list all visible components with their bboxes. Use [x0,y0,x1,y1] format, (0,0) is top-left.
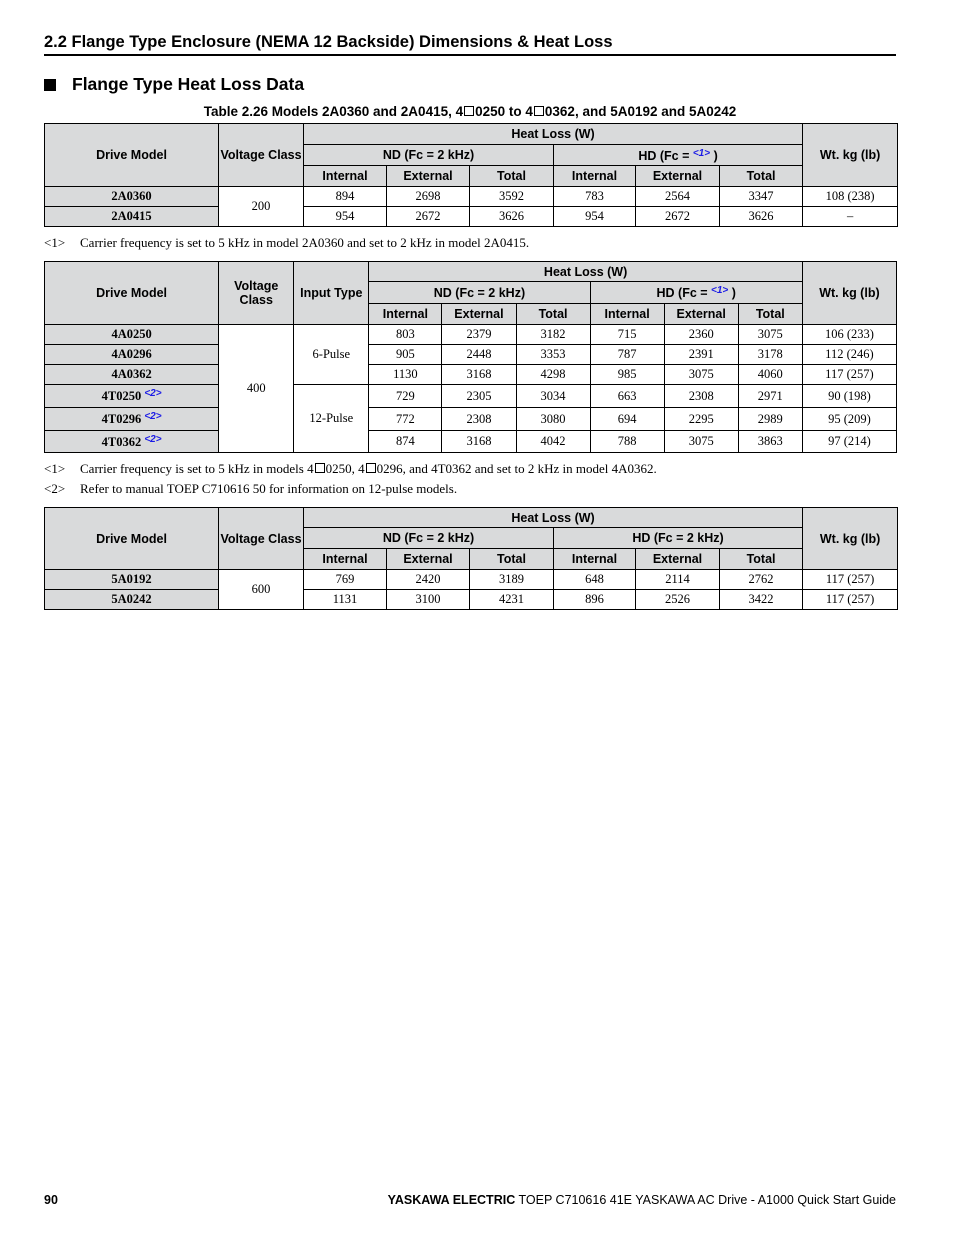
hd-total-cell: 4060 [738,365,802,385]
table-row [45,570,898,590]
weight-cell: 95 (209) [802,408,896,431]
caption-part: Table 2.26 Models 2A0360 and 2A0415, 4 [203,104,464,119]
nd-internal-cell: 769 [304,570,387,590]
weight-cell: 117 (257) [803,590,898,610]
box-placeholder-icon [366,463,376,473]
drive-model-cell: 4A0296 [45,345,219,365]
hd-total-cell: 3075 [738,325,802,345]
header-nd: ND (Fc = 2 kHz) [304,145,554,166]
nd-total-cell: 4298 [516,365,590,385]
nd-total-cell: 3189 [470,570,554,590]
header-internal: Internal [554,549,636,570]
header-internal: Internal [304,549,387,570]
header-total: Total [720,549,803,570]
nd-external-cell: 2305 [442,385,516,408]
footnote-text: Carrier frequency is set to 5 kHz in model 2A0360 and set to 2 kHz in model 2A0415. [80,235,530,250]
weight-cell: 117 (257) [803,570,898,590]
page-footer [44,1193,896,1207]
header-drive-model: Drive Model [45,124,219,187]
footer-doc-title: TOEP C710616 41E YASKAWA AC Drive - A1000 Quick Start Guide [515,1193,896,1207]
hd-total-cell: 3863 [738,431,802,453]
weight-cell: 90 (198) [802,385,896,408]
nd-internal-cell: 803 [369,325,442,345]
hd-external-cell: 2564 [636,187,720,207]
footnote-text: Refer to manual TOEP C710616 50 for information on 12-pulse models. [80,481,458,496]
header-nd: ND (Fc = 2 kHz) [369,282,590,304]
hd-external-cell: 2295 [664,408,738,431]
table-row [45,590,898,610]
caption-part: 0250 to 4 [475,104,533,119]
header-weight: Wt. kg (lb) [803,124,898,187]
header-heat-loss: Heat Loss (W) [369,262,803,282]
drive-model-cell [45,385,219,408]
drive-model-cell [45,431,219,453]
box-placeholder-icon [534,106,544,116]
weight-cell: – [803,207,898,227]
header-hd-label: HD (Fc = [638,148,693,163]
nd-external-cell: 2672 [387,207,470,227]
voltage-cell: 200 [219,187,304,227]
header-total: Total [720,166,803,187]
header-hd [554,145,803,166]
hd-internal-cell: 663 [590,385,664,408]
header-weight: Wt. kg (lb) [803,508,898,570]
hd-external-cell: 3075 [664,431,738,453]
footnote-tag: <1> [44,461,66,476]
drive-model-cell [45,408,219,431]
footer-doc-info [388,1193,896,1207]
hd-total-cell: 3422 [720,590,803,610]
table-row [45,385,897,408]
nd-internal-cell: 905 [369,345,442,365]
nd-external-cell: 2448 [442,345,516,365]
nd-total-cell: 3182 [516,325,590,345]
input-type-cell: 12-Pulse [294,385,369,453]
heat-loss-table-200v [44,123,898,227]
input-type-cell: 6-Pulse [294,325,369,385]
footnote-ref-link[interactable]: <2> [144,388,162,399]
header-voltage-class: Voltage Class [219,262,294,325]
nd-external-cell: 2308 [442,408,516,431]
box-placeholder-icon [315,463,325,473]
hd-internal-cell: 648 [554,570,636,590]
box-placeholder-icon [464,106,474,116]
table-row [45,345,897,365]
drive-model-cell: 2A0360 [45,187,219,207]
header-total: Total [738,304,802,325]
header-heat-loss: Heat Loss (W) [304,124,803,145]
hd-internal-cell: 783 [554,187,636,207]
hd-external-cell: 2672 [636,207,720,227]
nd-internal-cell: 729 [369,385,442,408]
drive-model-text: 4T0362 [101,434,142,449]
hd-external-cell: 2308 [664,385,738,408]
hd-internal-cell: 787 [590,345,664,365]
hd-internal-cell: 985 [590,365,664,385]
subsection-title-text: Flange Type Heat Loss Data [72,74,305,94]
header-external: External [664,304,738,325]
nd-total-cell: 3353 [516,345,590,365]
header-hd [590,282,802,304]
nd-external-cell: 2698 [387,187,470,207]
voltage-cell: 400 [219,325,294,453]
nd-total-cell: 3034 [516,385,590,408]
table-row [45,325,897,345]
header-input-type: Input Type [294,262,369,325]
footnote-1 [44,235,529,251]
drive-model-cell: 2A0415 [45,207,219,227]
footnote-text: 0296, and 4T0362 and set to 2 kHz in model 4A0362. [376,461,657,476]
header-total: Total [516,304,590,325]
nd-internal-cell: 1130 [369,365,442,385]
nd-external-cell: 2379 [442,325,516,345]
footnote-2 [44,481,457,497]
heat-loss-table-600v [44,507,898,610]
drive-model-cell: 4A0250 [45,325,219,345]
nd-total-cell: 3626 [470,207,554,227]
weight-cell: 108 (238) [803,187,898,207]
drive-model-text: 4T0296 [101,412,142,426]
hd-external-cell: 3075 [664,365,738,385]
header-internal: Internal [590,304,664,325]
hd-external-cell: 2391 [664,345,738,365]
nd-internal-cell: 954 [304,207,387,227]
hd-internal-cell: 694 [590,408,664,431]
nd-external-cell: 2420 [387,570,470,590]
footnote-ref-link[interactable]: <1> [711,285,729,296]
nd-total-cell: 3080 [516,408,590,431]
drive-model-text: 4T0250 [101,389,142,403]
footnote-1 [44,461,657,477]
hd-total-cell: 2989 [738,408,802,431]
hd-total-cell: 3178 [738,345,802,365]
nd-external-cell: 3168 [442,365,516,385]
footnote-ref-link[interactable]: <1> [692,147,711,159]
table-caption [44,104,896,119]
footer-brand: YASKAWA ELECTRIC [387,1193,516,1207]
hd-total-cell: 2762 [720,570,803,590]
footnote-ref-link[interactable]: <2> [144,411,162,422]
footnote-text: Carrier frequency is set to 5 kHz in models 4 [80,461,314,476]
header-weight: Wt. kg (lb) [802,262,896,325]
footnote-ref-link[interactable]: <2> [144,433,162,445]
heat-loss-table-400v [44,261,897,453]
square-bullet-icon [44,79,56,91]
weight-cell: 117 (257) [802,365,896,385]
nd-internal-cell: 772 [369,408,442,431]
voltage-cell: 600 [219,570,304,610]
page-number: 90 [44,1193,58,1207]
header-total: Total [470,549,554,570]
header-voltage-class: Voltage Class [219,508,304,570]
header-heat-loss: Heat Loss (W) [304,508,803,528]
footnote-text: 0250, 4 [325,461,365,476]
nd-internal-cell: 874 [369,431,442,453]
header-hd-label: HD (Fc = [656,286,712,300]
footnote-tag: <1> [44,235,66,250]
hd-internal-cell: 954 [554,207,636,227]
table-row [45,207,898,227]
hd-internal-cell: 715 [590,325,664,345]
hd-total-cell: 3626 [720,207,803,227]
footnote-tag: <2> [44,481,66,496]
nd-total-cell: 3592 [470,187,554,207]
nd-total-cell: 4231 [470,590,554,610]
hd-total-cell: 3347 [720,187,803,207]
table-row [45,408,897,431]
drive-model-cell: 5A0242 [45,590,219,610]
header-internal: Internal [554,166,636,187]
header-total: Total [470,166,554,187]
header-drive-model: Drive Model [45,262,219,325]
header-hd: HD (Fc = 2 kHz) [554,528,803,549]
header-external: External [387,166,470,187]
nd-internal-cell: 894 [304,187,387,207]
header-external: External [636,549,720,570]
table-row [45,365,897,385]
header-external: External [387,549,470,570]
hd-total-cell: 2971 [738,385,802,408]
hd-external-cell: 2526 [636,590,720,610]
table-row [45,431,897,453]
nd-external-cell: 3100 [387,590,470,610]
header-external: External [442,304,516,325]
drive-model-cell: 4A0362 [45,365,219,385]
weight-cell: 97 (214) [802,431,896,453]
hd-internal-cell: 788 [590,431,664,453]
weight-cell: 112 (246) [802,345,896,365]
hd-external-cell: 2360 [664,325,738,345]
header-internal: Internal [304,166,387,187]
header-internal: Internal [369,304,442,325]
header-nd: ND (Fc = 2 kHz) [304,528,554,549]
header-hd-label: ) [710,148,718,163]
section-title: 2.2 Flange Type Enclosure (NEMA 12 Backside) Dimensions & Heat Loss [44,33,896,56]
header-voltage-class: Voltage Class [219,124,304,187]
nd-total-cell: 4042 [516,431,590,453]
nd-external-cell: 3168 [442,431,516,453]
subsection-title [44,74,304,95]
caption-part: 0362, and 5A0192 and 5A0242 [544,104,737,119]
header-external: External [636,166,720,187]
header-drive-model: Drive Model [45,508,219,570]
hd-external-cell: 2114 [636,570,720,590]
weight-cell: 106 (233) [802,325,896,345]
header-hd-label: ) [728,286,736,300]
table-row [45,187,898,207]
nd-internal-cell: 1131 [304,590,387,610]
drive-model-cell: 5A0192 [45,570,219,590]
hd-internal-cell: 896 [554,590,636,610]
